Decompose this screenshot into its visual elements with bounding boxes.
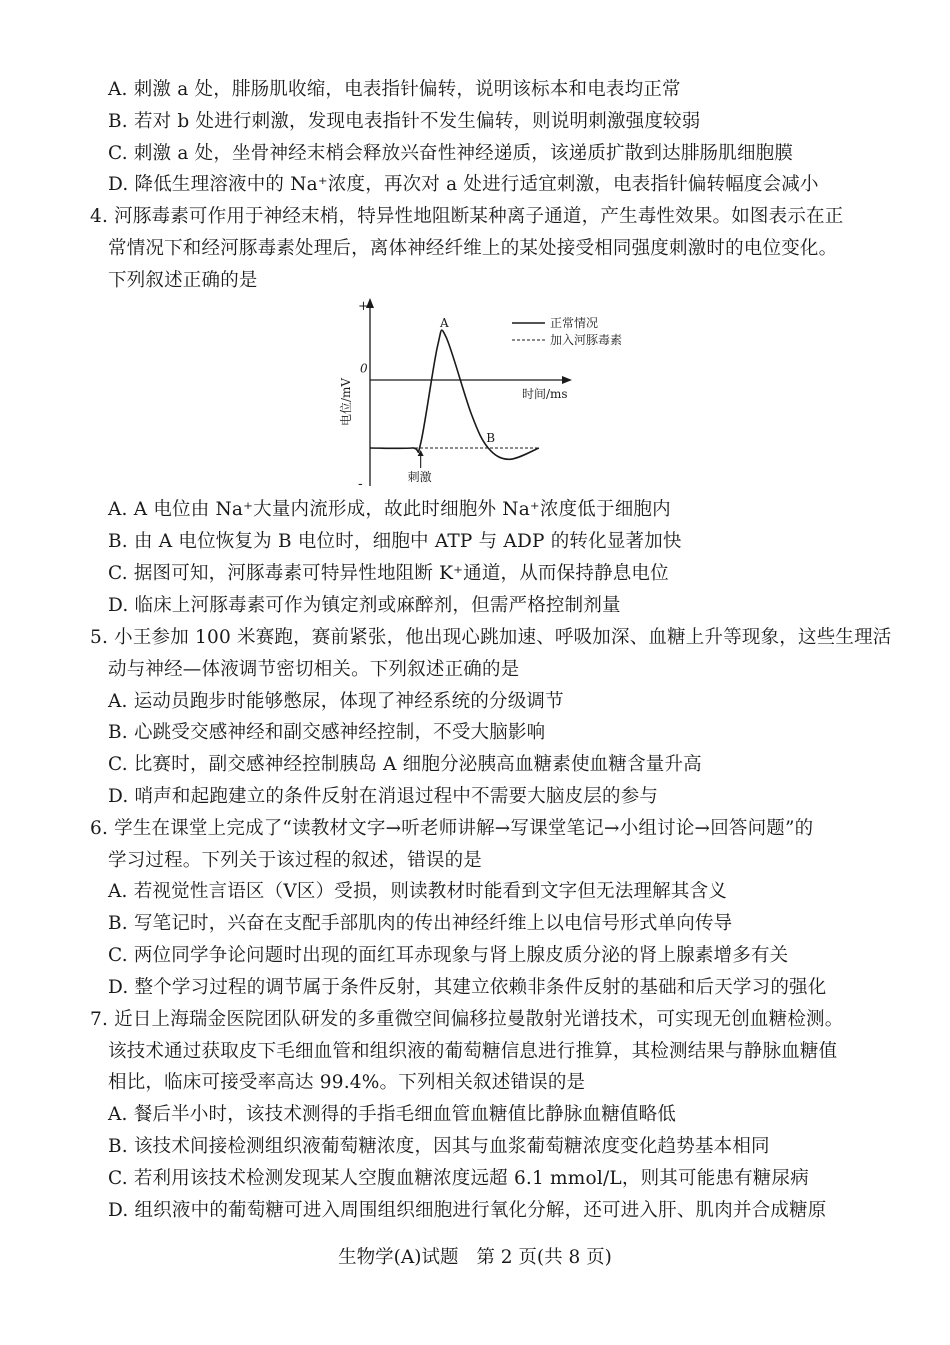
q7-option-d: D. 组织液中的葡萄糖可进入周围组织细胞进行氧化分解，还可进入肝、肌肉并合成糖原 [108, 1200, 827, 1221]
stimulus-label: 刺激 [407, 470, 432, 484]
page-footer [0, 1246, 950, 1270]
q4-option-d: D. 临床上河豚毒素可作为镇定剂或麻醉剂，但需严格控制剂量 [108, 595, 621, 616]
q4-stem-line1: 4. 河豚毒素可作用于神经末梢，特异性地阻断某种离子通道，产生毒性效果。如图表示在正 [90, 206, 844, 227]
q3-option-a: A. 刺激 a 处，腓肠肌收缩，电表指针偏转，说明该标本和电表均正常 [108, 79, 681, 100]
q5-stem-line2: 动与神经—体液调节密切相关。下列叙述正确的是 [108, 659, 520, 680]
membrane-potential-chart [330, 296, 650, 492]
q4-stem-line3: 下列叙述正确的是 [108, 270, 258, 291]
q7-option-a: A. 餐后半小时，该技术测得的手指毛细血管血糖值比静脉血糖值略低 [108, 1104, 677, 1125]
x-axis-arrow [562, 376, 572, 384]
q4-option-b: B. 由 A 电位恢复为 B 电位时，细胞中 ATP 与 ADP 的转化显著加快 [108, 531, 682, 552]
y-plus-label: + [358, 299, 369, 314]
footer-page-number: 第 2 页(共 8 页) [476, 1247, 612, 1268]
q5-option-d: D. 哨声和起跑建立的条件反射在消退过程中不需要大脑皮层的参与 [108, 786, 659, 807]
q7-stem-line3: 相比，临床可接受率高达 99.4%。下列相关叙述错误的是 [108, 1072, 586, 1093]
q6-stem-line2: 学习过程。下列关于该过程的叙述，错误的是 [108, 850, 483, 871]
legend-label-ttx: 加入河豚毒素 [550, 333, 623, 347]
q7-stem-line1: 7. 近日上海瑞金医院团队研发的多重微空间偏移拉曼散射光谱技术，可实现无创血糖检测。 [90, 1009, 844, 1030]
y-minus-label: - [358, 476, 363, 492]
q4-option-c: C. 据图可知，河豚毒素可特异性地阻断 K⁺通道，从而保持静息电位 [108, 563, 669, 584]
point-label-a: A [440, 315, 449, 330]
q6-option-c: C. 两位同学争论问题时出现的面红耳赤现象与肾上腺皮质分泌的肾上腺素增多有关 [108, 945, 789, 966]
q6-stem-line1: 6. 学生在课堂上完成了“读教材文字→听老师讲解→写课堂笔记→小组讨论→回答问题”的 [90, 818, 814, 839]
q5-option-b: B. 心跳受交感神经和副交感神经控制，不受大脑影响 [108, 722, 546, 743]
legend-label-normal: 正常情况 [550, 316, 599, 330]
point-label-b: B [486, 431, 496, 445]
q3-option-d: D. 降低生理溶液中的 Na⁺浓度，再次对 a 处进行适宜刺激，电表指针偏转幅度会减小 [108, 174, 819, 195]
zero-label: 0 [360, 361, 368, 376]
series-line-normal [370, 330, 539, 459]
q5-option-a: A. 运动员跑步时能够憋尿，体现了神经系统的分级调节 [108, 691, 564, 712]
q7-stem-line2: 该技术通过获取皮下毛细血管和组织液的葡萄糖信息进行推算，其检测结果与静脉血糖值 [108, 1041, 838, 1062]
q6-option-d: D. 整个学习过程的调节属于条件反射，其建立依赖非条件反射的基础和后天学习的强化 [108, 977, 827, 998]
x-axis-label: 时间/ms [522, 387, 568, 401]
q7-option-c: C. 若利用该技术检测发现某人空腹血糖浓度远超 6.1 mmol/L，则其可能患有糖尿病 [108, 1168, 809, 1189]
q3-option-c: C. 刺激 a 处，坐骨神经末梢会释放兴奋性神经递质，该递质扩散到达腓肠肌细胞膜 [108, 143, 794, 164]
q7-option-b: B. 该技术间接检测组织液葡萄糖浓度，因其与血浆葡萄糖浓度变化趋势基本相同 [108, 1136, 770, 1157]
q3-option-b: B. 若对 b 处进行刺激，发现电表指针不发生偏转，则说明刺激强度较弱 [108, 111, 701, 132]
y-axis-label: 电位/mV [339, 377, 353, 426]
q5-option-c: C. 比赛时，副交感神经控制胰岛 A 细胞分泌胰高血糖素使血糖含量升高 [108, 754, 702, 775]
footer-subject: 生物学(A)试题 [338, 1247, 459, 1268]
q6-option-b: B. 写笔记时，兴奋在支配手部肌肉的传出神经纤维上以电信号形式单向传导 [108, 913, 733, 934]
q5-stem-line1: 5. 小王参加 100 米赛跑，赛前紧张，他出现心跳加速、呼吸加深、血糖上升等现象，这些生理活 [90, 627, 892, 648]
q4-option-a: A. A 电位由 Na⁺大量内流形成，故此时细胞外 Na⁺浓度低于细胞内 [108, 499, 671, 520]
q4-stem-line2: 常情况下和经河豚毒素处理后，离体神经纤维上的某处接受相同强度刺激时的电位变化。 [108, 238, 838, 259]
q6-option-a: A. 若视觉性言语区（Ⅴ区）受损，则读教材时能看到文字但无法理解其含义 [108, 881, 727, 902]
